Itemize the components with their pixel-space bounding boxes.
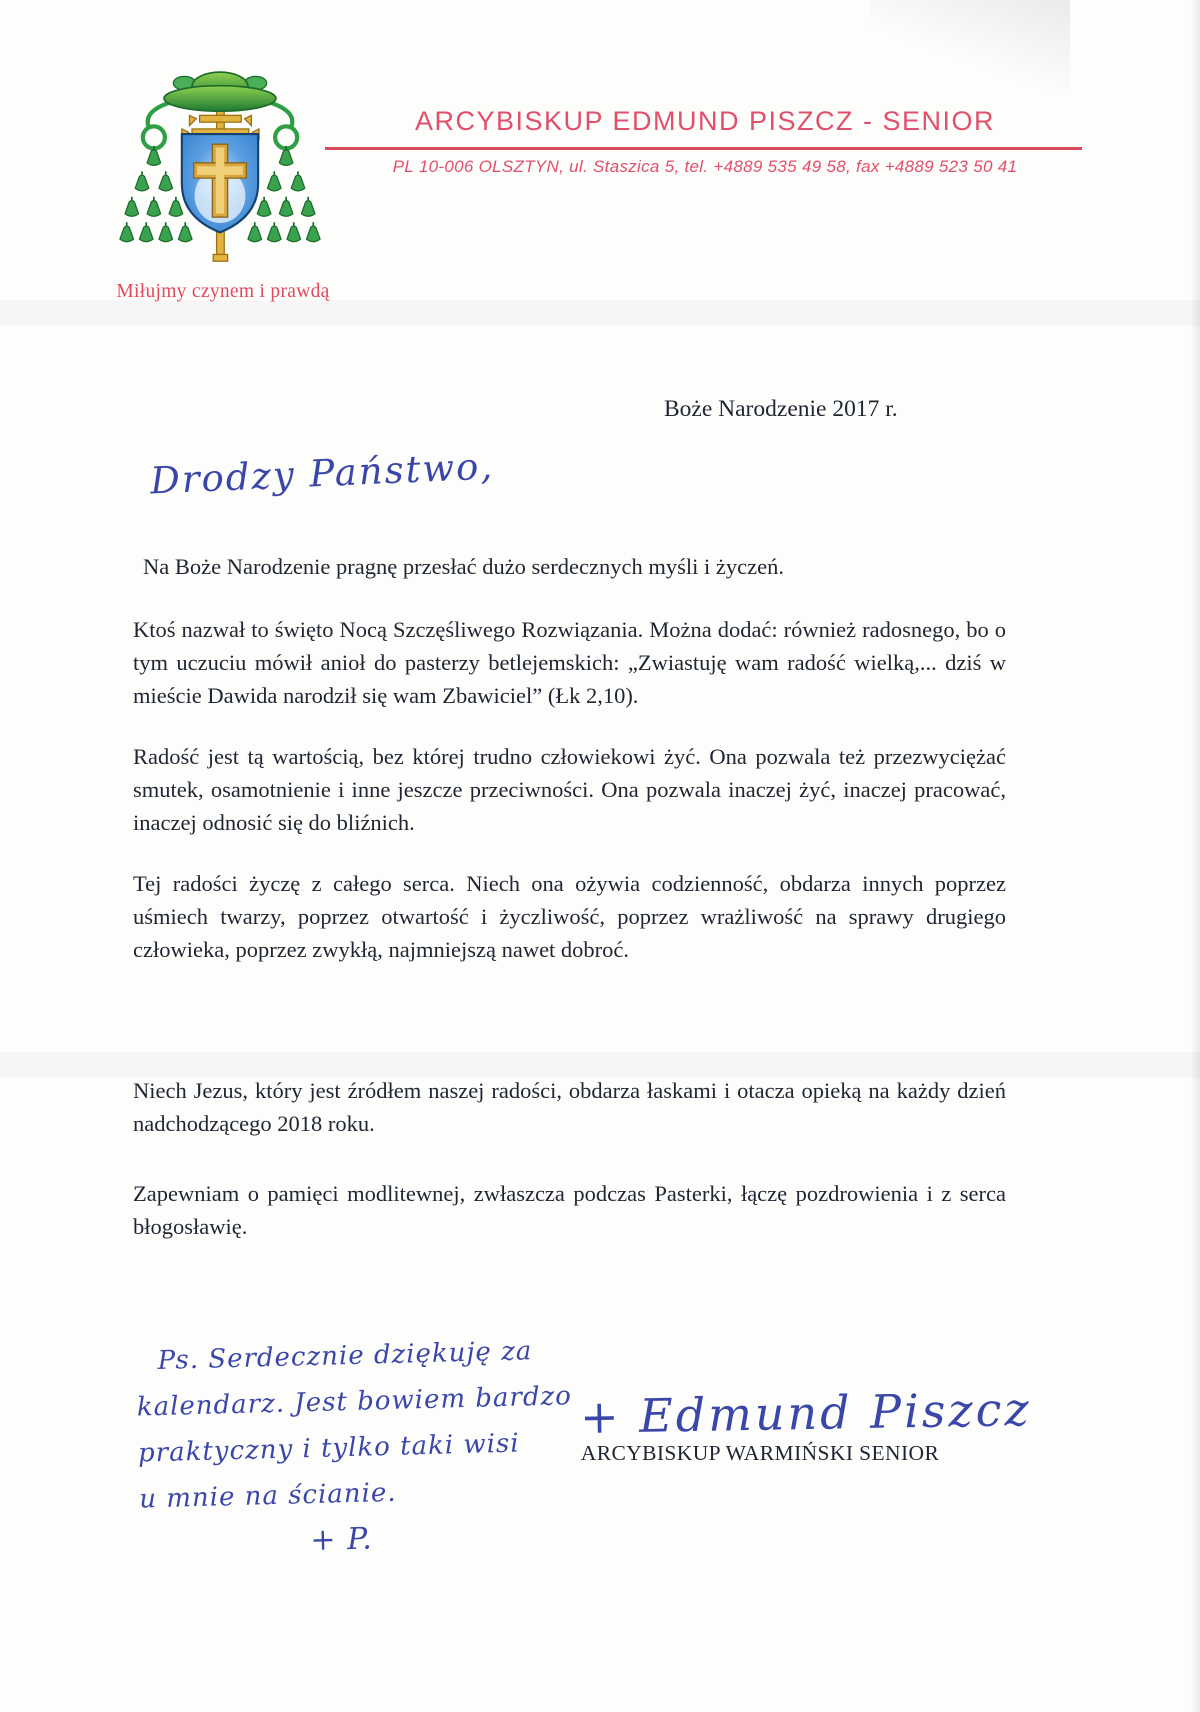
- letterhead-title: ARCYBISKUP EDMUND PISZCZ - SENIOR: [414, 106, 996, 136]
- letterhead-divider: [325, 147, 1082, 150]
- postscript-line: kalendarz. Jest bowiem bardzo: [136, 1381, 573, 1423]
- date-line: Boże Narodzenie 2017 r.: [664, 396, 898, 422]
- paragraph: Niech Jezus, który jest źródłem naszej radości, obdarza łaskami i otacza opieką na każdy dzień nadchodzącego 2018 roku.: [133, 1078, 1006, 1136]
- postscript-line: praktyczny i tylko taki wisi: [137, 1428, 520, 1469]
- postscript-line: u mnie na ścianie.: [138, 1477, 397, 1515]
- handwritten-salutation: Drodzy Państwo,: [149, 444, 495, 503]
- archbishop-coat-of-arms-icon: [118, 56, 322, 268]
- letter-body: [133, 550, 1006, 1271]
- handwritten-signature: + Edmund Piszcz: [579, 1382, 1033, 1444]
- signature-printed-title: ARCYBISKUP WARMIŃSKI SENIOR: [580, 1441, 940, 1465]
- postscript-line: Ps. Serdecznie dziękuję za: [157, 1336, 533, 1376]
- paragraph: Tej radości życzę z całego serca. Niech ona ożywia codzienność, obdarza innych poprzez uśmiech twarzy, poprzez otwartość i życzliwość, poprzez wrażliwość na sprawy drugiego człowieka, poprzez zwykłą, najmniejszą nawet dobroć.: [133, 871, 1006, 962]
- paragraph: Ktoś nazwał to święto Nocą Szczęśliwego Rozwiązania. Można dodać: również radosnego, bo o tym uczuciu mówił anioł do pasterzy betlejemskich: „Zwiastuję wam radość wielką,... dziś w mieście Dawida narodził się wam Zbawiciel” (Łk 2,10).: [133, 617, 1006, 708]
- scan-edge-shadow: [1190, 0, 1200, 1712]
- letterhead-address: PL 10-006 OLSZTYN, ul. Staszica 5, tel. +4889 535 49 58, fax +4889 523 50 41: [392, 157, 1018, 176]
- paragraph: Na Boże Narodzenie pragnę przesłać dużo serdecznych myśli i życzeń.: [143, 554, 784, 579]
- paragraph: Zapewniam o pamięci modlitewnej, zwłaszcza podczas Pasterki, łączę pozdrowienia i z serca błogosławię.: [133, 1181, 1006, 1239]
- scan-corner-shadow: [870, 0, 1070, 95]
- paragraph: Radość jest tą wartością, bez której trudno człowiekowi żyć. Ona pozwala też przezwyciężać smutek, osamotnienie i inne jeszcze przeciwności. Ona pozwala inaczej żyć, inaczej pracować, inaczej odnosić się do bliźnich.: [133, 744, 1006, 835]
- scan-streak: [0, 300, 1200, 326]
- postscript-initials: + P.: [309, 1521, 374, 1559]
- letterhead-motto: Miłujmy czynem i prawdą: [116, 281, 330, 302]
